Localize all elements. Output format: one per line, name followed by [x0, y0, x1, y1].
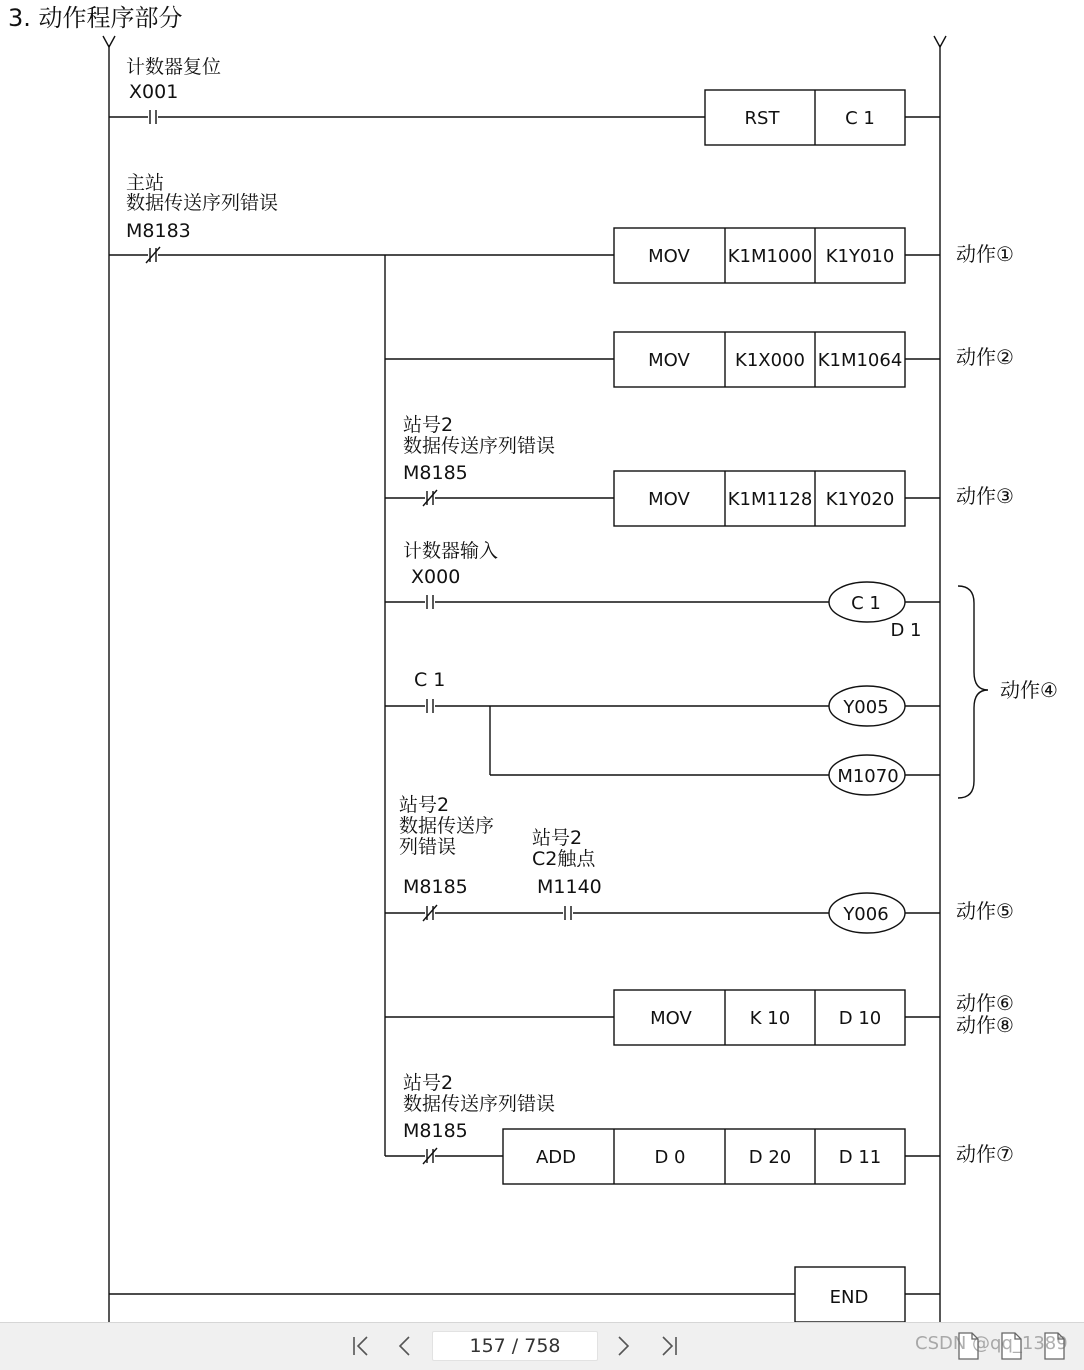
rung9-contact-label: M8185 — [403, 1120, 468, 1142]
rung8-action-line2: 动作⑧ — [956, 1013, 1014, 1037]
rung2-action: 动作① — [956, 242, 1014, 266]
end-instruction: END — [829, 1287, 869, 1308]
last-page-icon — [657, 1334, 681, 1358]
rung9-operand3: D 11 — [838, 1147, 882, 1168]
rung2-contact-label: M8183 — [126, 220, 191, 242]
rung8-operand1: K 10 — [749, 1008, 791, 1029]
rung9-instruction: ADD — [535, 1147, 577, 1168]
rung9-operand1: D 0 — [654, 1147, 686, 1168]
rung4-operand2: K1Y020 — [825, 489, 895, 510]
page-indicator[interactable]: 157 / 758 — [432, 1331, 598, 1361]
rung3-instruction: MOV — [648, 350, 690, 371]
prev-page-button[interactable] — [388, 1331, 422, 1361]
rung8-operand2: D 10 — [838, 1008, 882, 1029]
rung7-comment1-line1: 站号2 — [399, 794, 450, 816]
rung4-action: 动作③ — [956, 484, 1014, 508]
rung8-instruction: MOV — [650, 1008, 692, 1029]
rung9-comment-line1: 站号2 — [403, 1072, 454, 1094]
rung5-setting: D 1 — [890, 620, 922, 641]
rung7-contact2-label: M1140 — [537, 876, 602, 898]
rung6-coil1: Y005 — [843, 697, 889, 718]
rung9-action: 动作⑦ — [956, 1142, 1014, 1166]
rung1-operand1: C 1 — [845, 108, 875, 129]
rung1-comment: 计数器复位 — [126, 56, 222, 78]
rung2-operand1: K1M1000 — [727, 246, 813, 267]
rung7-comment1-line3: 列错误 — [399, 836, 457, 858]
rung4-contact-label: M8185 — [403, 462, 468, 484]
rung7-comment2-line1: 站号2 — [532, 827, 583, 849]
rung2-comment-line1: 主站 — [126, 172, 165, 194]
rung4-comment-line1: 站号2 — [403, 414, 454, 436]
rung6-action: 动作④ — [1000, 678, 1058, 702]
rung6-contact-label: C 1 — [414, 669, 446, 691]
section-title: 3. 动作程序部分 — [8, 4, 183, 32]
first-page-button[interactable] — [344, 1331, 378, 1361]
rung4-comment-line2: 数据传送序列错误 — [403, 435, 556, 457]
rung2-instruction: MOV — [648, 246, 690, 267]
first-page-icon — [349, 1334, 373, 1358]
rung7-action: 动作⑤ — [956, 899, 1014, 923]
rung4-operand1: K1M1128 — [727, 489, 813, 510]
rung2-operand2: K1Y010 — [825, 246, 895, 267]
rung3-action: 动作② — [956, 345, 1014, 369]
rung3-operand2: K1M1064 — [817, 350, 903, 371]
next-page-button[interactable] — [606, 1331, 640, 1361]
rung7-comment2-line2: C2触点 — [532, 848, 596, 870]
last-page-button[interactable] — [652, 1331, 686, 1361]
rung6-coil2: M1070 — [837, 766, 899, 787]
next-page-icon — [611, 1334, 635, 1358]
rung3-operand1: K1X000 — [735, 350, 805, 371]
rung5-comment: 计数器输入 — [403, 540, 499, 562]
rung2-comment-line2: 数据传送序列错误 — [126, 192, 279, 214]
rung1-instruction: RST — [744, 108, 780, 129]
rung7-contact1-label: M8185 — [403, 876, 468, 898]
rung5-coil: C 1 — [851, 593, 881, 614]
rung9-operand2: D 20 — [748, 1147, 792, 1168]
prev-page-icon — [393, 1334, 417, 1358]
rung9-comment-line2: 数据传送序列错误 — [403, 1093, 556, 1115]
rung1-contact-label: X001 — [129, 81, 179, 103]
rung7-comment1-line2: 数据传送序 — [399, 815, 495, 837]
csdn-watermark: CSDN @qq_1389 — [915, 1333, 1068, 1354]
rung4-instruction: MOV — [648, 489, 690, 510]
rung8-action-line1: 动作⑥ — [956, 991, 1014, 1015]
rung7-coil: Y006 — [843, 904, 889, 925]
rung5-contact-label: X000 — [411, 566, 461, 588]
